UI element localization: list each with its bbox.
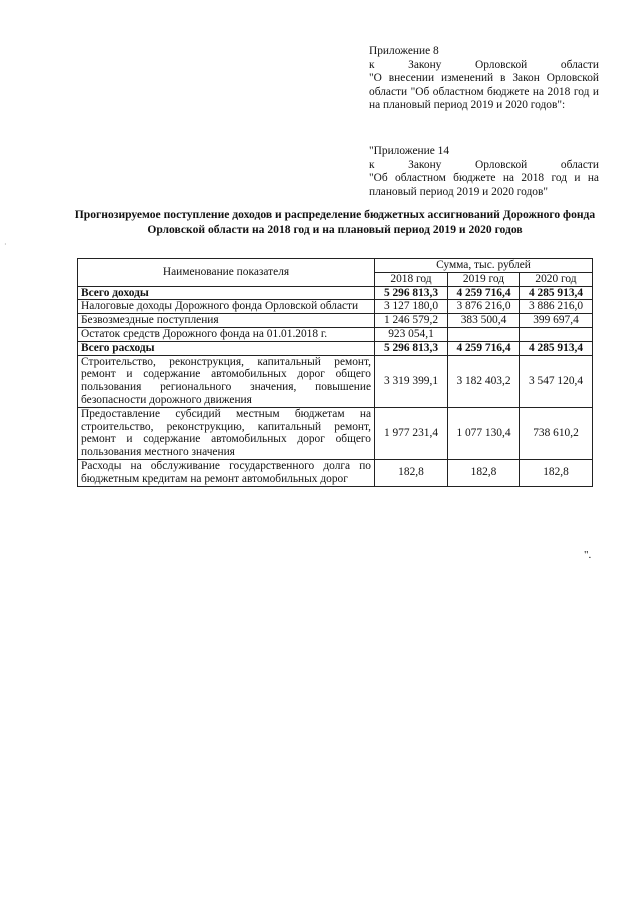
value-2020: 3 886 216,0 xyxy=(520,300,593,314)
word: к xyxy=(369,58,375,71)
table-row xyxy=(78,459,593,486)
value-2020: 399 697,4 xyxy=(520,314,593,328)
value-2020 xyxy=(520,327,593,341)
word: Закону xyxy=(408,58,442,71)
word: области xyxy=(560,158,599,171)
row-name: Безвозмездные поступления xyxy=(78,314,375,328)
closing-quote: ". xyxy=(584,549,592,561)
value-2019: 182,8 xyxy=(448,459,520,486)
word: области xyxy=(560,58,599,71)
value-2020: 4 285 913,4 xyxy=(520,341,593,355)
value-2019: 383 500,4 xyxy=(448,314,520,328)
appendix-14-title: "Приложение 14 xyxy=(369,145,450,157)
document-title: Прогнозируемое поступление доходов и распределение бюджетных ассигнований Дорожного фонда Орловской области на 2018 год и на плановый период 2019 и 2020 годов xyxy=(74,208,596,236)
row-name: Всего расходы xyxy=(78,341,375,355)
value-2020: 738 610,2 xyxy=(520,407,593,459)
value-2020: 3 547 120,4 xyxy=(520,355,593,407)
row-name: Строительство, реконструкция, капитальный ремонт, ремонт и содержание автомобильных дорог общего пользования регионального значения, повышение безопасности дорожного движения xyxy=(78,355,375,407)
value-2019: 1 077 130,4 xyxy=(448,407,520,459)
value-2018: 5 296 813,3 xyxy=(375,286,448,300)
row-name: Предоставление субсидий местным бюджетам на строительство, реконструкцию, капитальный ремонт, ремонт и содержание автомобильных дорог общего пользования местного значения xyxy=(78,407,375,459)
value-2018: 3 127 180,0 xyxy=(375,300,448,314)
header-sum: Сумма, тыс. рублей xyxy=(375,259,593,273)
scan-mark: · xyxy=(4,240,7,249)
value-2020: 182,8 xyxy=(520,459,593,486)
appendix-8-title: Приложение 8 xyxy=(369,45,439,57)
word: Орловской xyxy=(475,58,528,71)
word: к xyxy=(369,158,375,171)
table-row xyxy=(78,314,593,328)
table-row xyxy=(78,407,593,459)
row-name: Налоговые доходы Дорожного фонда Орловской области xyxy=(78,300,375,314)
appendix-14-line1 xyxy=(369,159,599,173)
value-2018: 1 246 579,2 xyxy=(375,314,448,328)
header-name: Наименование показателя xyxy=(78,259,375,287)
appendix-8-block xyxy=(369,45,599,113)
appendix-8-line1 xyxy=(369,59,599,73)
table-row xyxy=(78,355,593,407)
value-2018: 3 319 399,1 xyxy=(375,355,448,407)
value-2019: 3 876 216,0 xyxy=(448,300,520,314)
table-row xyxy=(78,341,593,355)
appendix-14-text: "Об областном бюджете на 2018 год и на плановый период 2019 и 2020 годов" xyxy=(369,172,599,198)
value-2019: 3 182 403,2 xyxy=(448,355,520,407)
table-row xyxy=(78,300,593,314)
year-2019: 2019 год xyxy=(448,272,520,286)
row-name: Всего доходы xyxy=(78,286,375,300)
year-2018: 2018 год xyxy=(375,272,448,286)
value-2018: 923 054,1 xyxy=(375,327,448,341)
row-name: Остаток средств Дорожного фонда на 01.01.2018 г. xyxy=(78,327,375,341)
word: Орловской xyxy=(475,158,528,171)
appendix-14-block xyxy=(369,145,599,199)
table-row xyxy=(78,286,593,300)
value-2018: 182,8 xyxy=(375,459,448,486)
value-2018: 1 977 231,4 xyxy=(375,407,448,459)
value-2019: 4 259 716,4 xyxy=(448,341,520,355)
table-row xyxy=(78,327,593,341)
value-2019 xyxy=(448,327,520,341)
row-name: Расходы на обслуживание государственного долга по бюджетным кредитам на ремонт автомобильных дорог xyxy=(78,459,375,486)
appendix-8-text: "О внесении изменений в Закон Орловской области "Об областном бюджете на 2018 год и на плановый период 2019 и 2020 годов": xyxy=(369,72,599,112)
table-header-row xyxy=(78,259,593,273)
word: Закону xyxy=(408,158,442,171)
value-2020: 4 285 913,4 xyxy=(520,286,593,300)
budget-table xyxy=(77,258,593,487)
value-2018: 5 296 813,3 xyxy=(375,341,448,355)
value-2019: 4 259 716,4 xyxy=(448,286,520,300)
year-2020: 2020 год xyxy=(520,272,593,286)
